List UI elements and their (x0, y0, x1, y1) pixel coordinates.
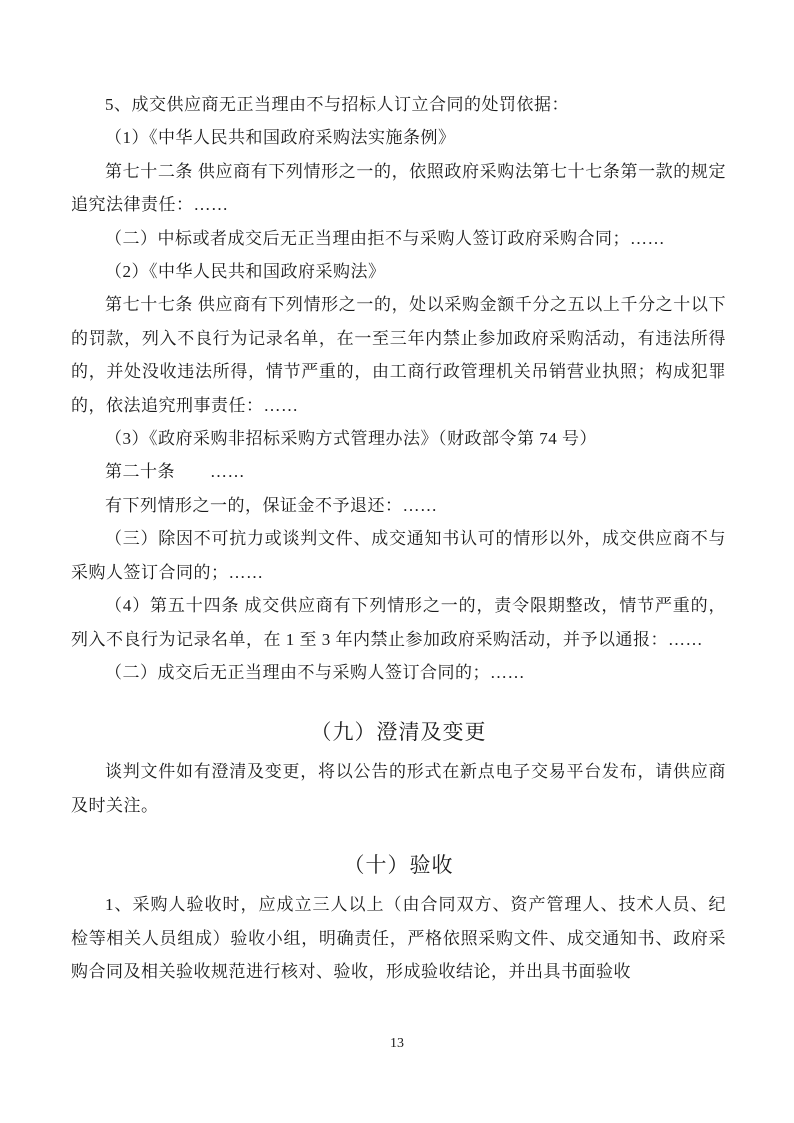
paragraph: （三）除因不可抗力或谈判文件、成交通知书认可的情形以外，成交供应商不与采购人签订合同的；…… (71, 529, 726, 582)
paragraph: 第二十条 …… (105, 462, 245, 482)
paragraph: （二）中标或者成交后无正当理由拒不与采购人签订政府采购合同；…… (105, 228, 665, 248)
section-heading: （九）澄清及变更 (310, 720, 487, 745)
paragraph: 第七十七条 供应商有下列情形之一的，处以采购金额千分之五以上千分之十以下的罚款，列入不良行为记录名单，在一至三年内禁止参加政府采购活动，有违法所得的，并处没收违法所得，情节严重的，由工商行政管理机关吊销营业执照；构成犯罪的，依法追究刑事责任：…… (71, 295, 726, 415)
paragraph: 第七十二条 供应商有下列情形之一的，依照政府采购法第七十七条第一款的规定追究法律责任：…… (71, 161, 726, 215)
paragraph: （4）第五十四条 成交供应商有下列情形之一的，责令限期整改，情节严重的，列入不良行为记录名单，在 1 至 3 年内禁止参加政府采购活动，并予以通报：…… (71, 596, 726, 649)
paragraph: 谈判文件如有澄清及变更，将以公告的形式在新点电子交易平台发布，请供应商及时关注。 (71, 762, 726, 815)
paragraph: （二）成交后无正当理由不与采购人签订合同的；…… (105, 662, 525, 682)
document-content (71, 88, 726, 988)
page-number: 13 (390, 1036, 404, 1051)
paragraph: （2）《中华人民共和国政府采购法》 (105, 262, 386, 282)
section-heading: （十）验收 (343, 853, 454, 878)
paragraph: 有下列情形之一的，保证金不予退还：…… (105, 495, 438, 515)
paragraph: 5、成交供应商无正当理由不与招标人订立合同的处罚依据： (105, 95, 569, 114)
paragraph: （1）《中华人民共和国政府采购法实施条例》 (105, 128, 456, 148)
paragraph: （3）《政府采购非招标采购方式管理办法》（财政部令第 74 号） (105, 429, 597, 449)
paragraph: 1、采购人验收时，应成立三人以上（由合同双方、资产管理人、技术人员、纪检等相关人员组成）验收小组，明确责任，严格依照采购文件、成交通知书、政府采购合同及相关验收规范进行核对、验收，形成验收结论，并出具书面验收 (71, 895, 726, 981)
